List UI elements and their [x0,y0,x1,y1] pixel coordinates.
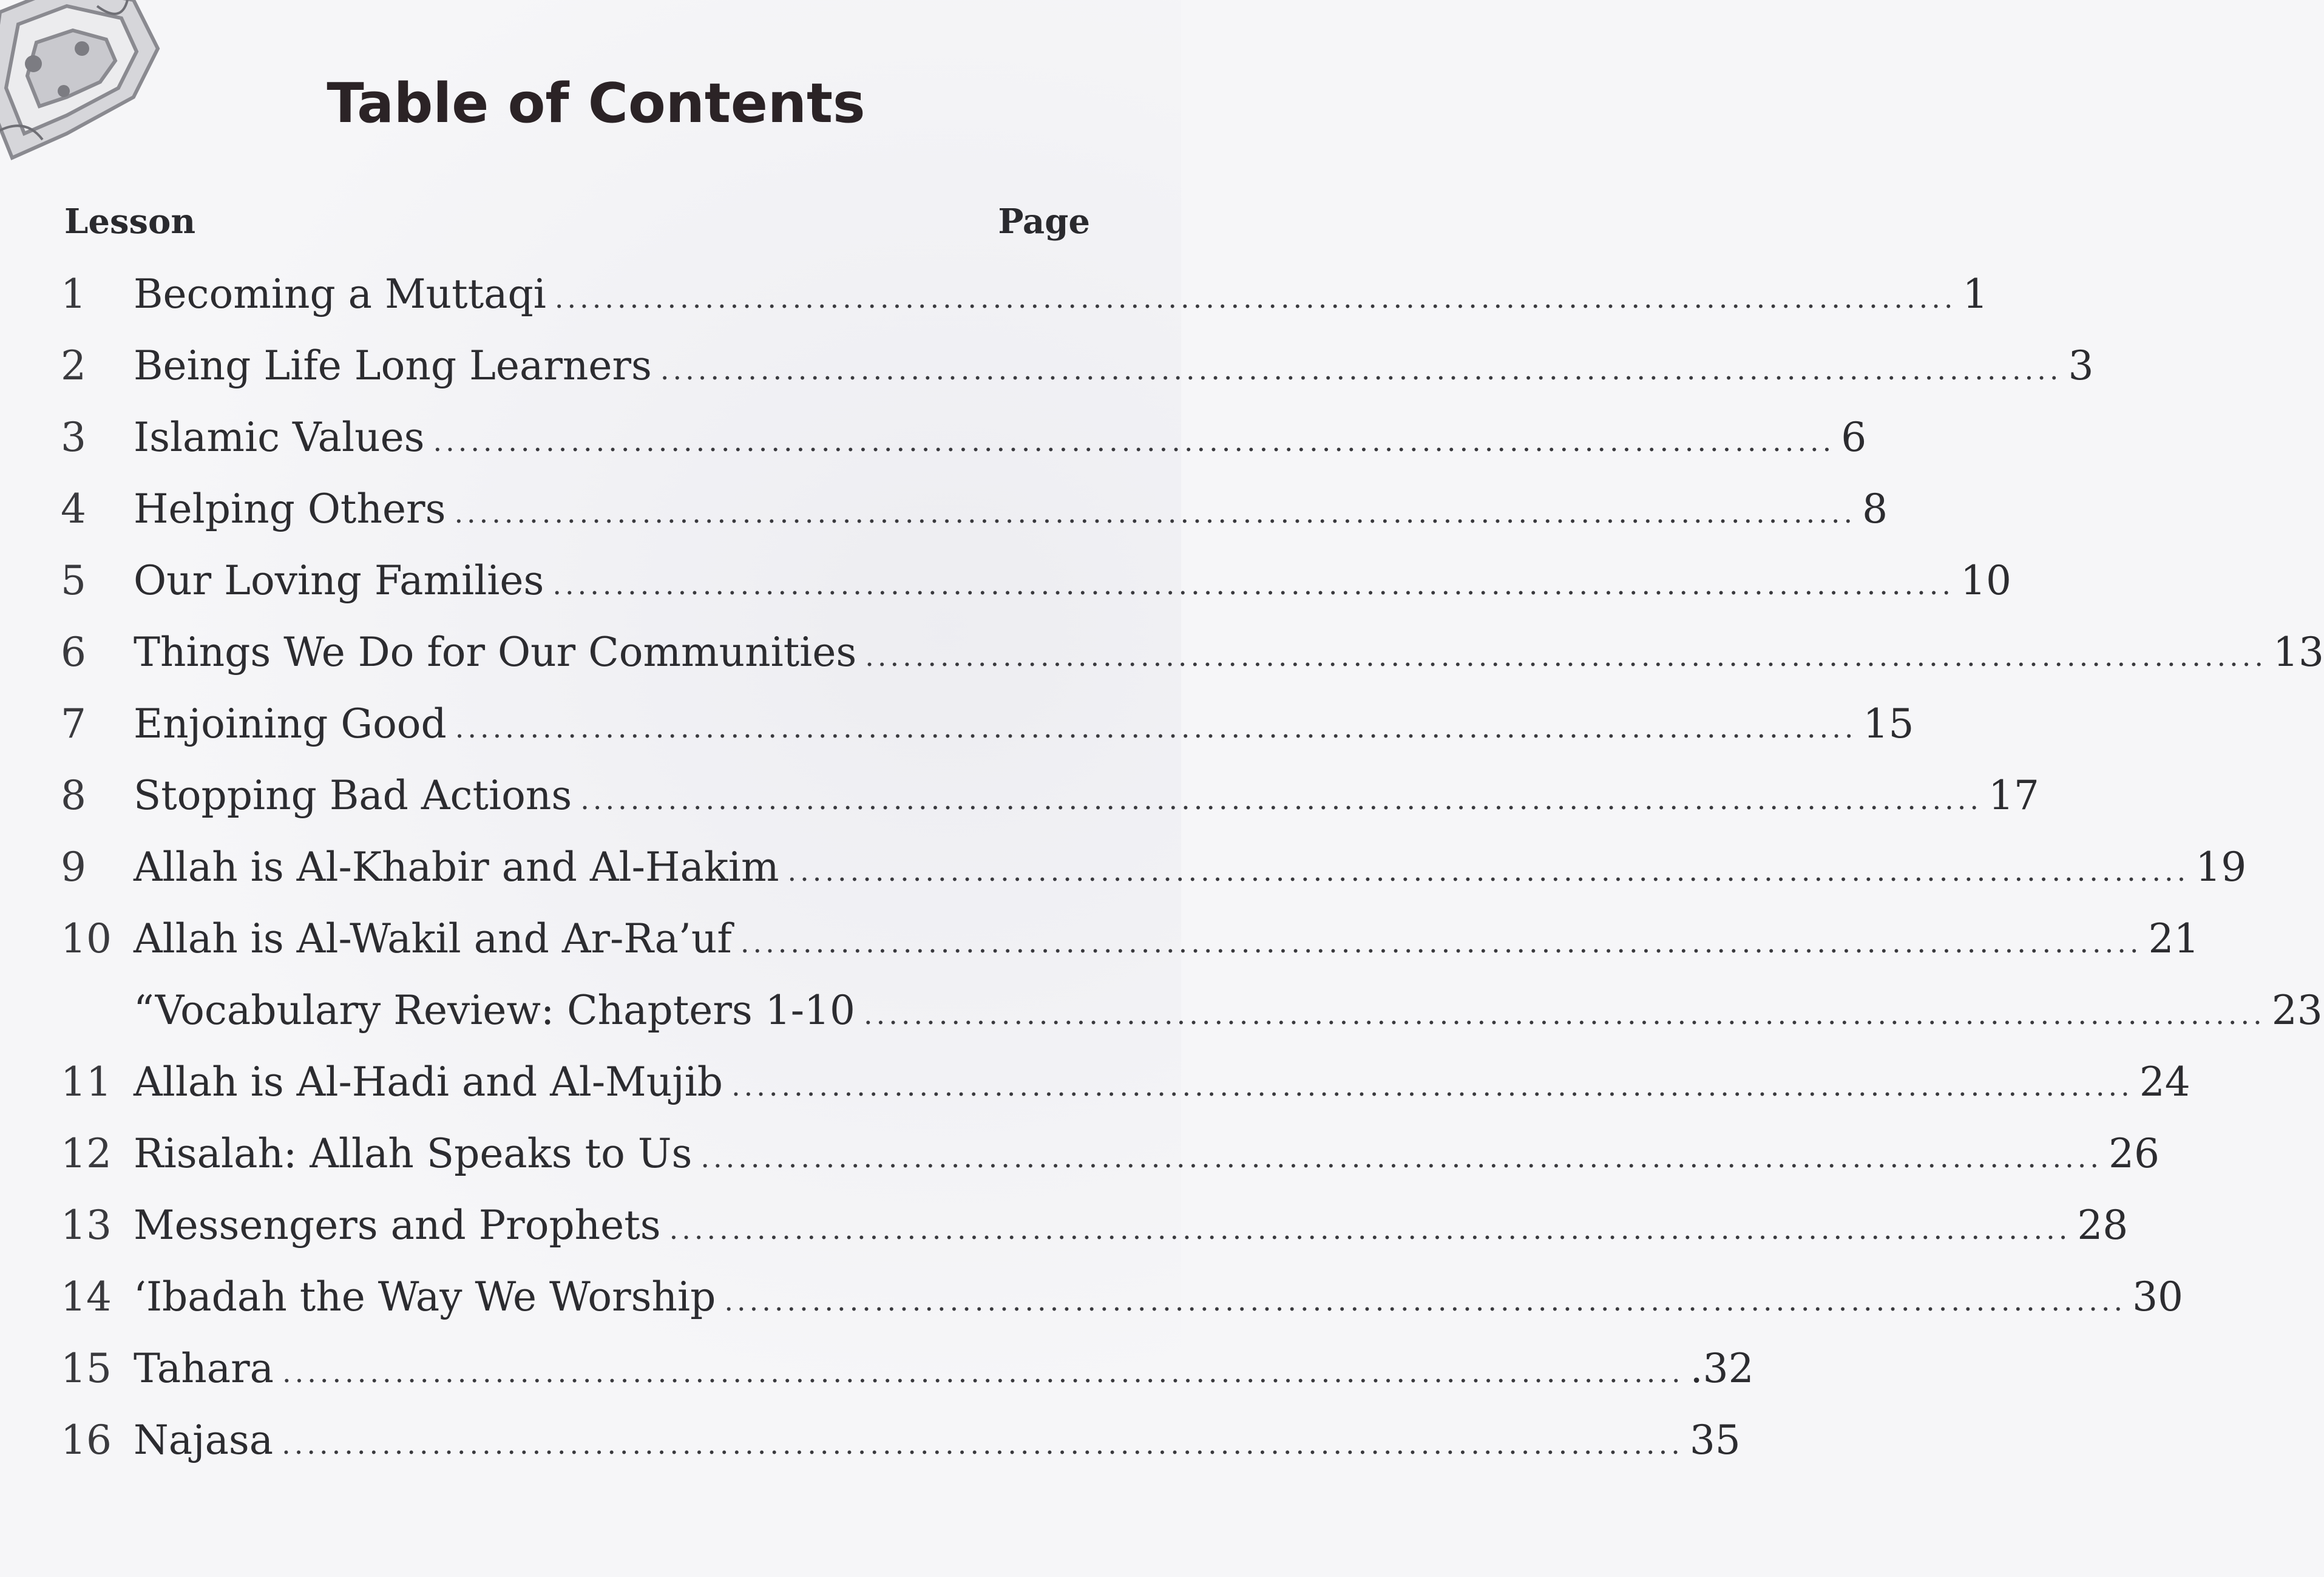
lesson-title: Helping Others [134,486,446,532]
lesson-title: ‘Ibadah the Way We Worship [134,1273,716,1320]
page-number: 15 [1863,700,1914,747]
lesson-title: Our Loving Families [134,557,544,604]
dot-leader: ................................................................................................................ [433,425,1835,458]
lesson-title: Islamic Values [134,414,425,461]
page-number: 17 [1988,772,2039,819]
page-number: 30 [2132,1273,2184,1320]
dot-leader: ................................................................................................................ [580,783,1982,816]
lesson-number: 8 [61,772,86,819]
column-header-page: Page [998,202,1090,242]
page-number: 6 [1841,414,1867,461]
dot-leader: ................................................................................................................ [731,1070,2133,1102]
page-title: Table of Contents [327,72,866,135]
toc-entry-vocabulary-review [61,983,2323,1038]
dot-leader: ................................................................................................................ [554,282,1957,314]
toc-entry [61,912,2200,966]
dot-leader: ................................................................................................................ [864,998,2266,1031]
page-number: 10 [1960,557,2011,604]
column-header-lesson: Lesson [64,202,196,242]
lesson-number: 7 [61,700,86,747]
dot-leader: ................................................................................................................ [669,1213,2072,1246]
page-number: 21 [2148,915,2200,962]
lesson-number: 6 [61,629,86,676]
lesson-title: Allah is Al-Hadi and Al-Mujib [134,1059,723,1105]
lesson-number: 4 [61,486,86,532]
dot-leader: ................................................................................................................ [700,1141,2103,1174]
page-number: 28 [2077,1202,2129,1249]
dot-leader: ................................................................................................................ [454,497,1857,529]
lesson-number: 3 [61,414,86,461]
toc-entry [61,768,2039,823]
lesson-title: Allah is Al-Khabir and Al-Hakim [134,844,779,890]
lesson-number: 15 [61,1345,112,1392]
lesson-title: Things We Do for Our Communities [134,629,857,676]
toc-entry [61,1413,1741,1468]
page-number: 8 [1862,486,1888,532]
toc-entry [61,339,2094,393]
dot-leader: ................................................................................................................ [552,568,1955,601]
lesson-title: Being Life Long Learners [134,342,652,389]
lesson-number: 13 [61,1202,112,1249]
dot-leader: ................................................................................................................ [282,1428,1684,1460]
lesson-title: Messengers and Prophets [134,1202,661,1249]
lesson-number: 2 [61,342,86,389]
lesson-title: “Vocabulary Review: Chapters 1-10 [134,987,856,1034]
lesson-number: 9 [61,844,86,890]
lesson-number: 5 [61,557,86,604]
lesson-title: Najasa [134,1417,274,1463]
lesson-title: Tahara [134,1345,274,1392]
toc-entry [61,1127,2160,1181]
dot-leader: ................................................................................................................ [282,1356,1684,1389]
toc-entry [61,482,1888,537]
lesson-number: 11 [61,1059,112,1105]
lesson-number: 1 [61,271,86,317]
dot-leader: ................................................................................................................ [455,711,1857,744]
page-number: 1 [1962,271,1988,317]
page-number: 13 [2272,629,2324,676]
lesson-title: Becoming a Muttaqi [134,271,546,317]
page-number: 24 [2139,1059,2190,1105]
lesson-number: 16 [61,1417,112,1463]
dot-leader: ................................................................................................................ [724,1284,2127,1317]
dot-leader: ................................................................................................................ [740,926,2143,959]
toc-entry [61,410,1867,465]
lesson-title: Stopping Bad Actions [134,772,572,819]
toc-entry [61,1055,2190,1110]
toc-entry [61,697,1914,751]
lesson-number: 10 [61,915,112,962]
lesson-title: Risalah: Allah Speaks to Us [134,1130,693,1177]
toc-entry [61,1198,2129,1253]
page-number: 3 [2068,342,2094,389]
dot-leader: ................................................................................................................ [865,640,2267,673]
lesson-title: Allah is Al-Wakil and Ar-Ra’uf [134,915,732,962]
page-number: 23 [2271,987,2323,1034]
toc-entry [61,554,2011,608]
page-number: 26 [2109,1130,2160,1177]
lesson-title: Enjoining Good [134,700,447,747]
toc-entry [61,1270,2184,1324]
toc-entry [61,267,1988,322]
toc-entry [61,1341,1754,1396]
toc-entry [61,840,2247,895]
dot-leader: ................................................................................................................ [660,353,2062,386]
lesson-number: 12 [61,1130,112,1177]
lesson-number: 14 [61,1273,112,1320]
toc-entry [61,625,2324,680]
page-number: 35 [1689,1417,1741,1463]
page-number: .32 [1690,1345,1754,1392]
dot-leader: ................................................................................................................ [787,855,2190,887]
page-number: 19 [2195,844,2247,890]
